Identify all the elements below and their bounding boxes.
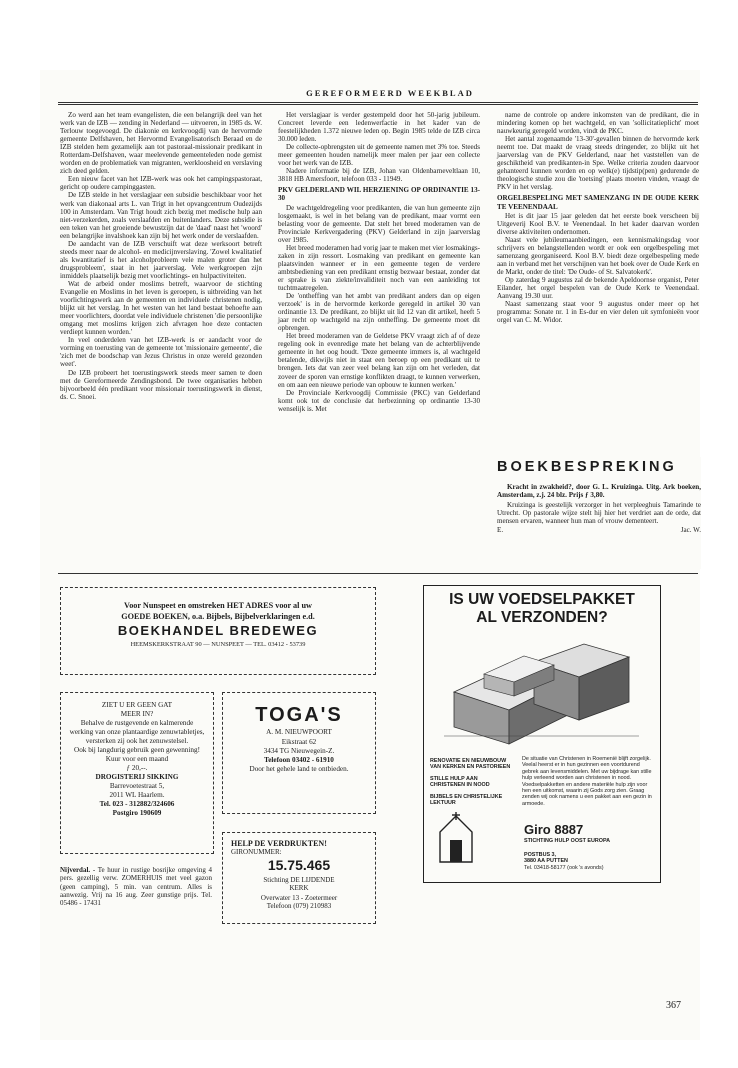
church-icon (434, 812, 478, 866)
sikking-street: Barrevoetestraat 5, (109, 782, 165, 790)
sikking-tel: Tel. 023 - 312882/324606 (99, 800, 175, 808)
header-rule-thin (58, 104, 698, 105)
col1-paragraph: Een nieuw facet van het IZB-werk was ook het campingspastoraat, gericht op oudere campinggasten. (60, 175, 262, 192)
sikking-paragraph-3: Kuur voor een maand (105, 755, 169, 763)
col1-paragraph: Zo werd aan het team evangelisten, die een belangrijk deel van het werk van de IZB — zending in Nederland — uitvoeren, in 1985 ds. W. Terlouw toegevoegd. De diakonie en kerkvoogdij van de hervormde gemeente Delfshaven, het Hervormd Evangelisatorisch Beraad en de IZB stelden hem gezamelijk aan tot pastoraal-missionair predikant in Rotterdam-Delfshaven, waar meelevende gemeenteleden node gemist worden en de problematiek van migranten, werkloosheid en verslaving zich deed gelden. (60, 111, 262, 176)
sikking-city: 2011 WL Haarlem. (109, 791, 165, 799)
verdrukten-giro: 15.75.465 (267, 857, 331, 873)
col3-paragraph: Het is dit jaar 15 jaar geleden dat het eerste boek verscheen bij Uitgeverij Kool B.V. te Veenendaal. In het kader daarvan worden diverse aktiviteiten ondernomen. (497, 211, 699, 236)
header-rule (58, 102, 698, 103)
togas-tel: Telefoon 03402 - 61910 (264, 756, 334, 764)
col3-paragraph: name de controle op andere inkomsten van de predikant, die in mindering komen op het wachtgeld, en van 'sollicitatieplicht' moet nauwkeurig geregeld worden, vindt de PKC. (497, 111, 699, 136)
voedselpakket-giro-org: STICHTING HULP OOST EUROPA (524, 838, 611, 844)
voedselpakket-label-2b: CHRISTENEN IN NOOD (430, 782, 490, 788)
verdrukten-giro-label: GIRONUMMER: (231, 848, 282, 856)
col1-paragraph: In veel onderdelen van het IZB-werk is er aandacht voor de vorming en toerusting van de gemeente tot 'missionaire gemeente', die 'zich met de boodschap van Jezus Christus in onze wereld gezonden weet'. (60, 336, 262, 369)
col3-paragraph: Op zaterdag 9 augustus zal de bekende Apeldoornse organist, Peter Eilander, het orgel bespelen van de Oude Kerk te Veenendaal. Aanvang 19.30 uur. (497, 275, 699, 301)
col1-paragraph: De IZB stelde in het verslagjaar een subsidie beschikbaar voor het werk van diakonaal arts L. van Trigt in het opvangcentrum Oudezijds 100 in Amsterdam. Van Trigt houdt zich bezig met medische hulp aan niet-verzekerden, zoals verslaafden en buitenlanders. Deze subsidie is een teken van het groeiende bewustzijn dat de 'daad' naast het 'woord' een belangrijke invalshoek kan zijn bij het werk onder de verslaafden. (60, 191, 262, 240)
voedselpakket-box-2: 3880 AA PUTTEN (524, 858, 568, 864)
review-sign-right: Jac. W. (680, 526, 701, 535)
article-heading-orgel: ORGELBESPELING MET SAMENZANG IN DE OUDE KERK TE VEENENDAAL (497, 194, 699, 211)
voedselpakket-title-1: IS UW VOEDSELPAKKET (449, 591, 635, 608)
verdrukten-org-1: Stichting DE LIJDENDE (263, 876, 335, 884)
book-review (497, 457, 701, 569)
review-body: Kruizinga is geestelijk verzorger in het verpleeghuis Tamarinde te Utrecht. Op pastorale wijze stelt hij hier het verdriet aan de orde, dat mensen ervaren, wanneer hun man of vrouw dementeert. (497, 501, 701, 526)
voedselpakket-box-1: POSTBUS 3, (524, 852, 557, 858)
col3-paragraph: Naast vele jubileumaanbiedingen, een kennismakingsdag voor schrijvers en belangstellenden wordt er ook een orgelbespeling met samenzang georganiseerd. Kool B.V. biedt deze orgelbespeling mede aan in verband met het verschijnen van het boek over de Oude Kerk en de Markt, onder de titel: 'De Oude- of St. Salvatokerk'. (497, 235, 699, 276)
ad-voedselpakket (423, 585, 661, 883)
nijverdal-place: Nijverdal. (60, 866, 91, 874)
col2-paragraph: Het breed moderamen van de Geldetse PKV vraagt zich af of deze regeling ook in evenredige mate het belang van de achterblijvende gemeente in het oog houdt. 'Deze gemeente immers is, al wachtgeld betalende, dikwijls niet in staat een beroep op een predikant uit te brengen. Iets dat van zeer veel belang kan zijn om het verleden, dat zoveer de sporen van ernstige konflikten draagt, te kunnen verwerken, en om aan een nieuwe periode van opbouw te kunnen werken.' (278, 332, 480, 389)
verdrukten-address: Overwater 13 - Zoetermeer (260, 894, 338, 902)
article-heading-pkv: PKV GELDERLAND WIL HERZIENING OP ORDINANTIE 13-30 (278, 186, 480, 203)
article-column-3 (497, 111, 699, 324)
col1-paragraph: De aandacht van de IZB verschuift wat deze werksoort betreft steeds meer naar de alcohol- en medicijnverslaving. 'Zowel kwalitatief als kwantitatief is het alcoholprobleem vele malen groter dan het drugsprobleem', staat in het jaarverslag. Vele werkgroepen zijn inmiddels plaatselijk bezig met voorlichtings- en hulpactiviteiten. (60, 239, 262, 280)
togas-city: 3434 TG Nieuwegein-Z. (263, 747, 335, 755)
sikking-price: ƒ 20,--. (126, 764, 148, 772)
col2-paragraph: Nadere informatie bij de IZB, Johan van Oldenbarneveltlaan 10, 3818 HB Amersfoort, telefoon 033 - 11949. (278, 167, 480, 184)
bredeweg-address: HEEMSKERKSTRAAT 90 — NUNSPEET — TEL. 03412 - 53739 (130, 641, 306, 648)
sikking-giro: Postgiro 190609 (112, 809, 162, 817)
voedselpakket-title-2: AL VERZONDEN? (476, 609, 608, 626)
review-book-details: Kracht in zwakheid?, door G. L. Kruizinga. Uitg. Ark boeken, Amsterdam, z.j. 24 blz. Prijs ƒ 3,80. (497, 483, 701, 500)
togas-title: TOGA'S (255, 704, 343, 726)
verdrukten-tel: Telefoon (079) 210983 (266, 902, 332, 910)
togas-note: Door het gehele land te ontbieden. (249, 765, 349, 773)
page-number: 367 (666, 1000, 681, 1011)
sikking-question-1: ZIET U ER GEEN GAT (101, 701, 173, 709)
ads-top-rule (58, 573, 698, 574)
col3-paragraph: Naast samenzang staat voor 9 augustus onder meer op het programma: Sonate nr. 1 in Es-dur en vier delen uit symfonieën voor orgel van C. M. Widor. (497, 300, 699, 325)
voedselpakket-label-2a: STILLE HULP AAN (430, 776, 478, 782)
review-heading: BOEKBESPREKING (497, 459, 677, 475)
verdrukten-title: HELP DE VERDRUKTEN! (231, 839, 327, 848)
review-sign-left: E. (497, 526, 504, 535)
voedselpakket-label-1b: VAN KERKEN EN PASTORIEEN (430, 764, 511, 770)
bredeweg-line-2: GOEDE BOEKEN, o.a. Bijbels, Bijbelverklaringen e.d. (121, 612, 315, 621)
ad-togas (222, 692, 376, 814)
classified-nijverdal (60, 866, 212, 907)
ad-boekhandel-bredeweg (60, 587, 376, 675)
col2-paragraph: De wachtgeldregeling voor predikanten, die van hun gemeente zijn losgemaakt, is wel in het belang van de predikant, maar vormt een belasting voor de gemeente. Dat stelt het breed moderamen van de Provinciale Kerkvergadering (PKV) Gelderland in zijn jaarverslag over 1985. (278, 203, 480, 244)
voedselpakket-body: De situatie van Christenen in Roemenië blijft zorgelijk. Veelal heerst er in hun gezinnen een voortdurend gebrek aan levensmiddelen. Met uw bijdrage kan stille hulp verleend worden aan christenen in nood. Voedselpakketten en andere materiële hulp zijn voor hen een uitkomst, waarin zij Gods zorg zien. Graag zenden wij ook namens u een pakket aan een gezin in armoede. (522, 756, 652, 807)
sikking-paragraph-1: Behalve de rustgevende en kalmerende werking van onze plantaardige zenuwtabletjes, versterken zij ook het zenuwstelsel. (69, 719, 205, 745)
col2-paragraph: Het verslagjaar is verder gestempeld door het 50-jarig jubileum. Concreet leverde een ledenwerfactie in het kader van de feestelijkheden 1.372 nieuwe leden op. Begin 1985 telde de IZB circa 30.000 leden. (278, 111, 480, 144)
sikking-name: DROGISTERIJ SIKKING (95, 773, 179, 781)
verdrukten-org-2: KERK (289, 884, 309, 892)
togas-person: A. M. NIEUWPOORT (266, 728, 332, 736)
col2-paragraph: De collecte-opbrengsten uit de gemeente namen met 3% toe. Steeds meer gemeenten houden namelijk meer malen per jaar een collecte voor het werk van de IZB. (278, 143, 480, 168)
food-packages-illustration (424, 632, 660, 752)
article-column-2 (278, 111, 480, 413)
col2-paragraph: De Provinciale Kerkvoogdij Commissie (PKC) van Gelderland komt ook tot de conclusie dat herbezinning op ordinantie 13-30 wenselijk is. Met (278, 388, 480, 413)
article-column-1 (60, 111, 262, 401)
col3-paragraph: Het aantal zogenaamde '13-30'-gevallen binnen de hervormde kerk neemt toe. Dat maakt de vraag steeds dringender, zo blijkt uit het jaarverslag van de PKV Gelderland, naar het vaststellen van de geschiktheid van predikanten-in Spe. Welke criteria zouden daarvoor gehanteerd kunnen worden en op welk(e) tijdstip(pen) gedurende de theologische studie zou die 'toetsing' plaats moeten vinden, vraagt de PKV in het verslag. (497, 135, 699, 192)
voedselpakket-label-1a: RENOVATIE EN NIEUWBOUW (430, 758, 507, 764)
col1-paragraph: Wat de arbeid onder moslims betreft, waarvoor de stichting Evangelie en Moslims in het leven is geroepen, is uitbreiding van het voorlichtingswerk aan de gemeenten en individuele christenen nodig, blijkt uit het verslag. In het westen van het land bestaat behoefte aan meer voorlichters, doordat vele individuele christenen 'die persoonlijke omgang met moslims krijgen zich afvragen hoe deze contacten verdiept kunnen worden.' (60, 279, 262, 337)
togas-street: Eikstraat 62 (281, 738, 317, 746)
voedselpakket-label-3a: BIJBELS EN CHRISTELIJKE (430, 794, 503, 800)
voedselpakket-giro: Giro 8887 (524, 822, 584, 837)
voedselpakket-label-3b: LEKTUUR (430, 800, 456, 806)
col1-paragraph: De IZB probeert het toerustingswerk steeds meer samen te doen met de Gereformeerde Zendingsbond. De twee organisaties hebben bijvoorbeeld één predikant voor missionair toerustingswerk in dienst, ds. C. Snoei. (60, 368, 262, 401)
nijverdal-text: - Te huur in rustige bosrijke omgeving 4 pers. gezellig verw. ZOMERHUIS met veel gazon (geen camping), 5 min. van centrum. Alles is aanwezig. Vrij na 16 aug. Zeer gunstige prijs. Tel. 05486 - 17431 (60, 866, 212, 908)
page-header: GEREFORMEERD WEEKBLAD (306, 88, 474, 98)
bredeweg-name: BOEKHANDEL BREDEWEG (117, 623, 319, 638)
col2-paragraph: De 'ontheffing van het ambt van predikant anders dan op eigen verzoek' is in de hervormde kerkorde geregeld in artikel 30 van ordinantie 13. De predikant, zo blijkt uit lid 12 van dit artikel, heeft 5 jaar recht op wachtgeld na zijn ontheffing. De gemeente moet dit opbrengen. (278, 292, 480, 333)
col2-paragraph: Het breed moderamen had vorig jaar te maken met vier losmakings-zaken in zijn ressort. Losmaking van predikant en gemeente kan plaatsvinden wanneer er in een gemeente tegen de verdere ambtsbediening van een predikant ernstig bezwaar bestaat, zonder dat er sprake is van ziekte/invaliditeit noch van een aanleiding tot tuchtmaatregelen. (278, 243, 480, 292)
sikking-question-2: MEER IN? (120, 710, 154, 718)
ad-help-de-verdrukten (222, 832, 376, 924)
bredeweg-line-1: Voor Nunspeet en omstreken HET ADRES voor al uw (124, 601, 312, 610)
voedselpakket-tel: Tel. 03418-58177 (ook 's avonds) (524, 865, 604, 871)
ad-drogisterij-sikking (60, 692, 214, 854)
sikking-paragraph-2: Ook bij langdurig gebruik geen gewenning! (74, 746, 200, 754)
